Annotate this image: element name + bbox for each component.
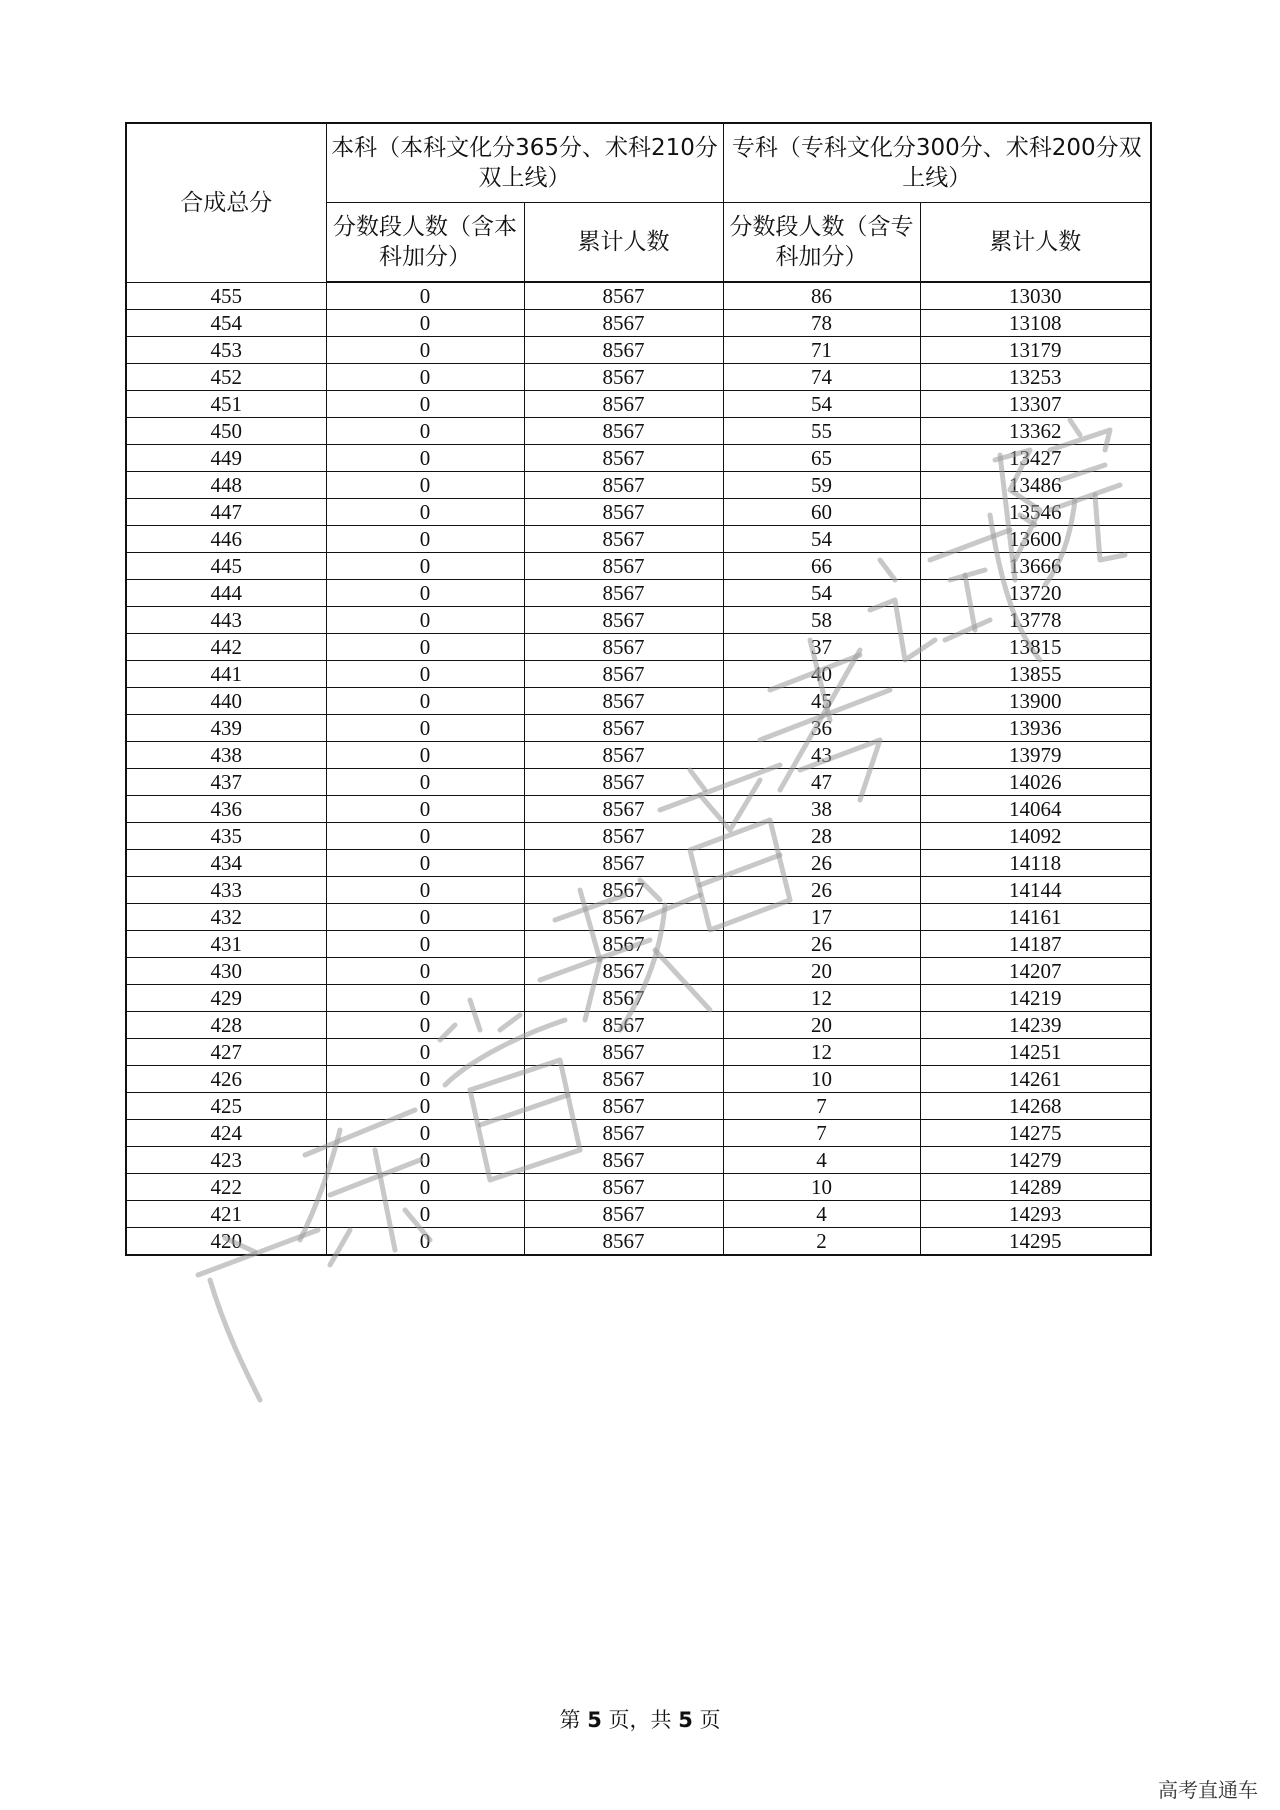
- cell-junior-cumulative: 13979: [920, 742, 1151, 769]
- cell-undergrad-cumulative: 8567: [524, 1147, 723, 1174]
- cell-junior-cumulative: 13030: [920, 282, 1151, 310]
- table-row: [126, 661, 1151, 688]
- table-row: [126, 958, 1151, 985]
- cell-junior-cumulative: 13666: [920, 553, 1151, 580]
- cell-total-score: 440: [126, 688, 326, 715]
- cell-junior-segment: 74: [723, 364, 920, 391]
- cell-total-score: 441: [126, 661, 326, 688]
- table-row: [126, 553, 1151, 580]
- cell-junior-segment: 47: [723, 769, 920, 796]
- cell-undergrad-cumulative: 8567: [524, 472, 723, 499]
- cell-junior-segment: 43: [723, 742, 920, 769]
- cell-junior-cumulative: 14187: [920, 931, 1151, 958]
- cell-junior-cumulative: 14289: [920, 1174, 1151, 1201]
- cell-undergrad-segment: 0: [326, 1201, 524, 1228]
- table-body: [126, 282, 1151, 1255]
- cell-undergrad-cumulative: 8567: [524, 742, 723, 769]
- cell-junior-cumulative: 14064: [920, 796, 1151, 823]
- cell-junior-segment: 20: [723, 1012, 920, 1039]
- cell-undergrad-cumulative: 8567: [524, 445, 723, 472]
- cell-undergrad-segment: 0: [326, 742, 524, 769]
- table-row: [126, 931, 1151, 958]
- cell-total-score: 451: [126, 391, 326, 418]
- cell-junior-cumulative: 14219: [920, 985, 1151, 1012]
- cell-junior-segment: 17: [723, 904, 920, 931]
- cell-junior-segment: 78: [723, 310, 920, 337]
- cell-junior-segment: 58: [723, 607, 920, 634]
- cell-junior-segment: 7: [723, 1093, 920, 1120]
- table-row: [126, 364, 1151, 391]
- cell-junior-cumulative: 13362: [920, 418, 1151, 445]
- cell-junior-segment: 37: [723, 634, 920, 661]
- cell-undergrad-cumulative: 8567: [524, 580, 723, 607]
- cell-undergrad-segment: 0: [326, 796, 524, 823]
- brand-label: 高考直通车: [1158, 1778, 1258, 1802]
- cell-undergrad-cumulative: 8567: [524, 1201, 723, 1228]
- cell-junior-segment: 55: [723, 418, 920, 445]
- table-row: [126, 634, 1151, 661]
- cell-undergrad-segment: 0: [326, 580, 524, 607]
- cell-total-score: 425: [126, 1093, 326, 1120]
- cell-junior-segment: 20: [723, 958, 920, 985]
- cell-total-score: 439: [126, 715, 326, 742]
- table-row: [126, 823, 1151, 850]
- cell-junior-cumulative: 14268: [920, 1093, 1151, 1120]
- cell-junior-cumulative: 14261: [920, 1066, 1151, 1093]
- table-row: [126, 1120, 1151, 1147]
- header-junior-cumulative: 累计人数: [920, 203, 1151, 283]
- cell-junior-segment: 45: [723, 688, 920, 715]
- cell-total-score: 447: [126, 499, 326, 526]
- cell-undergrad-segment: 0: [326, 958, 524, 985]
- score-distribution-table: [125, 122, 1152, 1256]
- cell-undergrad-segment: 0: [326, 1120, 524, 1147]
- table-row: [126, 1039, 1151, 1066]
- cell-total-score: 428: [126, 1012, 326, 1039]
- cell-junior-cumulative: 13900: [920, 688, 1151, 715]
- cell-junior-segment: 26: [723, 850, 920, 877]
- cell-junior-segment: 26: [723, 877, 920, 904]
- cell-junior-cumulative: 13546: [920, 499, 1151, 526]
- table-row: [126, 337, 1151, 364]
- cell-junior-cumulative: 13815: [920, 634, 1151, 661]
- cell-undergrad-cumulative: 8567: [524, 282, 723, 310]
- cell-junior-segment: 12: [723, 985, 920, 1012]
- cell-junior-cumulative: 13936: [920, 715, 1151, 742]
- cell-undergrad-segment: 0: [326, 337, 524, 364]
- table-row: [126, 499, 1151, 526]
- cell-undergrad-segment: 0: [326, 1093, 524, 1120]
- cell-total-score: 422: [126, 1174, 326, 1201]
- cell-undergrad-cumulative: 8567: [524, 337, 723, 364]
- table-row: [126, 472, 1151, 499]
- header-undergrad-group: 本科（本科文化分365分、术科210分双上线）: [326, 123, 723, 203]
- table-row: [126, 526, 1151, 553]
- cell-junior-segment: 10: [723, 1066, 920, 1093]
- cell-total-score: 453: [126, 337, 326, 364]
- cell-undergrad-cumulative: 8567: [524, 715, 723, 742]
- cell-junior-segment: 4: [723, 1201, 920, 1228]
- header-undergrad-cumulative: 累计人数: [524, 203, 723, 283]
- cell-junior-cumulative: 13855: [920, 661, 1151, 688]
- cell-total-score: 436: [126, 796, 326, 823]
- cell-junior-cumulative: 13427: [920, 445, 1151, 472]
- cell-undergrad-segment: 0: [326, 985, 524, 1012]
- cell-junior-cumulative: 13108: [920, 310, 1151, 337]
- cell-junior-segment: 40: [723, 661, 920, 688]
- cell-undergrad-cumulative: 8567: [524, 1093, 723, 1120]
- cell-undergrad-cumulative: 8567: [524, 607, 723, 634]
- cell-junior-segment: 59: [723, 472, 920, 499]
- cell-total-score: 438: [126, 742, 326, 769]
- table-row: [126, 1174, 1151, 1201]
- cell-junior-cumulative: 14144: [920, 877, 1151, 904]
- cell-undergrad-segment: 0: [326, 472, 524, 499]
- cell-undergrad-segment: 0: [326, 1228, 524, 1256]
- cell-undergrad-segment: 0: [326, 1012, 524, 1039]
- cell-total-score: 444: [126, 580, 326, 607]
- cell-junior-cumulative: 14293: [920, 1201, 1151, 1228]
- cell-total-score: 427: [126, 1039, 326, 1066]
- cell-undergrad-segment: 0: [326, 823, 524, 850]
- cell-total-score: 443: [126, 607, 326, 634]
- cell-undergrad-cumulative: 8567: [524, 391, 723, 418]
- cell-total-score: 431: [126, 931, 326, 958]
- table-row: [126, 310, 1151, 337]
- cell-undergrad-segment: 0: [326, 904, 524, 931]
- cell-undergrad-cumulative: 8567: [524, 1228, 723, 1256]
- cell-junior-cumulative: 13179: [920, 337, 1151, 364]
- cell-undergrad-segment: 0: [326, 931, 524, 958]
- cell-undergrad-cumulative: 8567: [524, 1066, 723, 1093]
- cell-undergrad-cumulative: 8567: [524, 850, 723, 877]
- table-row: [126, 877, 1151, 904]
- cell-total-score: 449: [126, 445, 326, 472]
- cell-junior-segment: 60: [723, 499, 920, 526]
- cell-undergrad-segment: 0: [326, 634, 524, 661]
- page-total: 5: [678, 1708, 693, 1732]
- cell-junior-cumulative: 13486: [920, 472, 1151, 499]
- header-junior-segment: 分数段人数（含专科加分）: [723, 203, 920, 283]
- cell-undergrad-cumulative: 8567: [524, 688, 723, 715]
- table-row: [126, 1093, 1151, 1120]
- cell-undergrad-cumulative: 8567: [524, 661, 723, 688]
- table-row: [126, 1012, 1151, 1039]
- cell-undergrad-segment: 0: [326, 877, 524, 904]
- header-row-1: [126, 123, 1151, 203]
- cell-total-score: 454: [126, 310, 326, 337]
- table-row: [126, 607, 1151, 634]
- cell-total-score: 442: [126, 634, 326, 661]
- cell-junior-segment: 28: [723, 823, 920, 850]
- table-row: [126, 985, 1151, 1012]
- cell-junior-cumulative: 14279: [920, 1147, 1151, 1174]
- page-current: 5: [587, 1708, 602, 1732]
- cell-junior-segment: 66: [723, 553, 920, 580]
- cell-undergrad-segment: 0: [326, 769, 524, 796]
- cell-total-score: 452: [126, 364, 326, 391]
- cell-undergrad-segment: 0: [326, 1147, 524, 1174]
- cell-undergrad-cumulative: 8567: [524, 553, 723, 580]
- cell-junior-segment: 65: [723, 445, 920, 472]
- cell-total-score: 429: [126, 985, 326, 1012]
- cell-junior-segment: 36: [723, 715, 920, 742]
- cell-junior-segment: 2: [723, 1228, 920, 1256]
- cell-undergrad-segment: 0: [326, 1039, 524, 1066]
- cell-total-score: 423: [126, 1147, 326, 1174]
- cell-total-score: 421: [126, 1201, 326, 1228]
- cell-junior-segment: 4: [723, 1147, 920, 1174]
- cell-undergrad-segment: 0: [326, 607, 524, 634]
- header-junior-group: 专科（专科文化分300分、术科200分双上线）: [723, 123, 1151, 203]
- cell-junior-segment: 54: [723, 391, 920, 418]
- cell-junior-cumulative: 14295: [920, 1228, 1151, 1256]
- cell-junior-cumulative: 13778: [920, 607, 1151, 634]
- page-number: [0, 1704, 1280, 1734]
- cell-total-score: 450: [126, 418, 326, 445]
- cell-undergrad-segment: 0: [326, 445, 524, 472]
- cell-junior-cumulative: 14092: [920, 823, 1151, 850]
- cell-undergrad-cumulative: 8567: [524, 769, 723, 796]
- cell-undergrad-segment: 0: [326, 553, 524, 580]
- cell-total-score: 433: [126, 877, 326, 904]
- cell-undergrad-cumulative: 8567: [524, 1120, 723, 1147]
- cell-undergrad-segment: 0: [326, 661, 524, 688]
- cell-undergrad-segment: 0: [326, 364, 524, 391]
- cell-junior-cumulative: 14239: [920, 1012, 1151, 1039]
- table-row: [126, 1147, 1151, 1174]
- cell-junior-segment: 12: [723, 1039, 920, 1066]
- cell-total-score: 426: [126, 1066, 326, 1093]
- cell-junior-cumulative: 13720: [920, 580, 1151, 607]
- table-row: [126, 1228, 1151, 1256]
- cell-undergrad-cumulative: 8567: [524, 1012, 723, 1039]
- cell-junior-segment: 54: [723, 580, 920, 607]
- cell-junior-segment: 10: [723, 1174, 920, 1201]
- table-row: [126, 445, 1151, 472]
- table-row: [126, 282, 1151, 310]
- page-prefix: 第: [559, 1708, 581, 1732]
- cell-total-score: 448: [126, 472, 326, 499]
- cell-junior-cumulative: 14275: [920, 1120, 1151, 1147]
- cell-total-score: 437: [126, 769, 326, 796]
- table-row: [126, 1201, 1151, 1228]
- table-row: [126, 1066, 1151, 1093]
- cell-total-score: 435: [126, 823, 326, 850]
- cell-total-score: 430: [126, 958, 326, 985]
- cell-junior-segment: 7: [723, 1120, 920, 1147]
- cell-undergrad-segment: 0: [326, 1066, 524, 1093]
- cell-undergrad-segment: 0: [326, 499, 524, 526]
- cell-total-score: 446: [126, 526, 326, 553]
- cell-undergrad-cumulative: 8567: [524, 499, 723, 526]
- cell-undergrad-cumulative: 8567: [524, 796, 723, 823]
- cell-undergrad-segment: 0: [326, 418, 524, 445]
- page-mid: 页，共: [608, 1708, 672, 1732]
- cell-undergrad-cumulative: 8567: [524, 1039, 723, 1066]
- cell-total-score: 455: [126, 282, 326, 310]
- cell-junior-segment: 38: [723, 796, 920, 823]
- cell-junior-segment: 86: [723, 282, 920, 310]
- cell-junior-cumulative: 13253: [920, 364, 1151, 391]
- cell-undergrad-segment: 0: [326, 688, 524, 715]
- cell-junior-segment: 71: [723, 337, 920, 364]
- cell-total-score: 445: [126, 553, 326, 580]
- cell-junior-segment: 54: [723, 526, 920, 553]
- header-total-score: 合成总分: [126, 123, 326, 282]
- cell-junior-cumulative: 14207: [920, 958, 1151, 985]
- cell-junior-cumulative: 14118: [920, 850, 1151, 877]
- table-row: [126, 904, 1151, 931]
- cell-undergrad-segment: 0: [326, 1174, 524, 1201]
- table-row: [126, 580, 1151, 607]
- cell-undergrad-cumulative: 8567: [524, 418, 723, 445]
- cell-total-score: 434: [126, 850, 326, 877]
- cell-undergrad-cumulative: 8567: [524, 985, 723, 1012]
- cell-junior-segment: 26: [723, 931, 920, 958]
- table-row: [126, 796, 1151, 823]
- cell-junior-cumulative: 14251: [920, 1039, 1151, 1066]
- cell-undergrad-segment: 0: [326, 391, 524, 418]
- header-undergrad-segment: 分数段人数（含本科加分）: [326, 203, 524, 283]
- cell-undergrad-segment: 0: [326, 850, 524, 877]
- table-row: [126, 850, 1151, 877]
- cell-undergrad-cumulative: 8567: [524, 877, 723, 904]
- table-row: [126, 715, 1151, 742]
- cell-junior-cumulative: 14161: [920, 904, 1151, 931]
- cell-undergrad-cumulative: 8567: [524, 1174, 723, 1201]
- table-row: [126, 391, 1151, 418]
- cell-undergrad-segment: 0: [326, 715, 524, 742]
- table-row: [126, 742, 1151, 769]
- cell-junior-cumulative: 14026: [920, 769, 1151, 796]
- cell-undergrad-cumulative: 8567: [524, 823, 723, 850]
- cell-undergrad-cumulative: 8567: [524, 526, 723, 553]
- cell-undergrad-cumulative: 8567: [524, 634, 723, 661]
- cell-undergrad-segment: 0: [326, 310, 524, 337]
- cell-undergrad-cumulative: 8567: [524, 364, 723, 391]
- cell-undergrad-cumulative: 8567: [524, 310, 723, 337]
- cell-total-score: 420: [126, 1228, 326, 1256]
- table-row: [126, 688, 1151, 715]
- cell-undergrad-cumulative: 8567: [524, 931, 723, 958]
- cell-undergrad-segment: 0: [326, 526, 524, 553]
- cell-undergrad-segment: 0: [326, 282, 524, 310]
- cell-total-score: 424: [126, 1120, 326, 1147]
- cell-undergrad-cumulative: 8567: [524, 904, 723, 931]
- cell-junior-cumulative: 13600: [920, 526, 1151, 553]
- table-row: [126, 769, 1151, 796]
- table-row: [126, 418, 1151, 445]
- cell-junior-cumulative: 13307: [920, 391, 1151, 418]
- cell-total-score: 432: [126, 904, 326, 931]
- cell-undergrad-cumulative: 8567: [524, 958, 723, 985]
- page-suffix: 页: [699, 1708, 721, 1732]
